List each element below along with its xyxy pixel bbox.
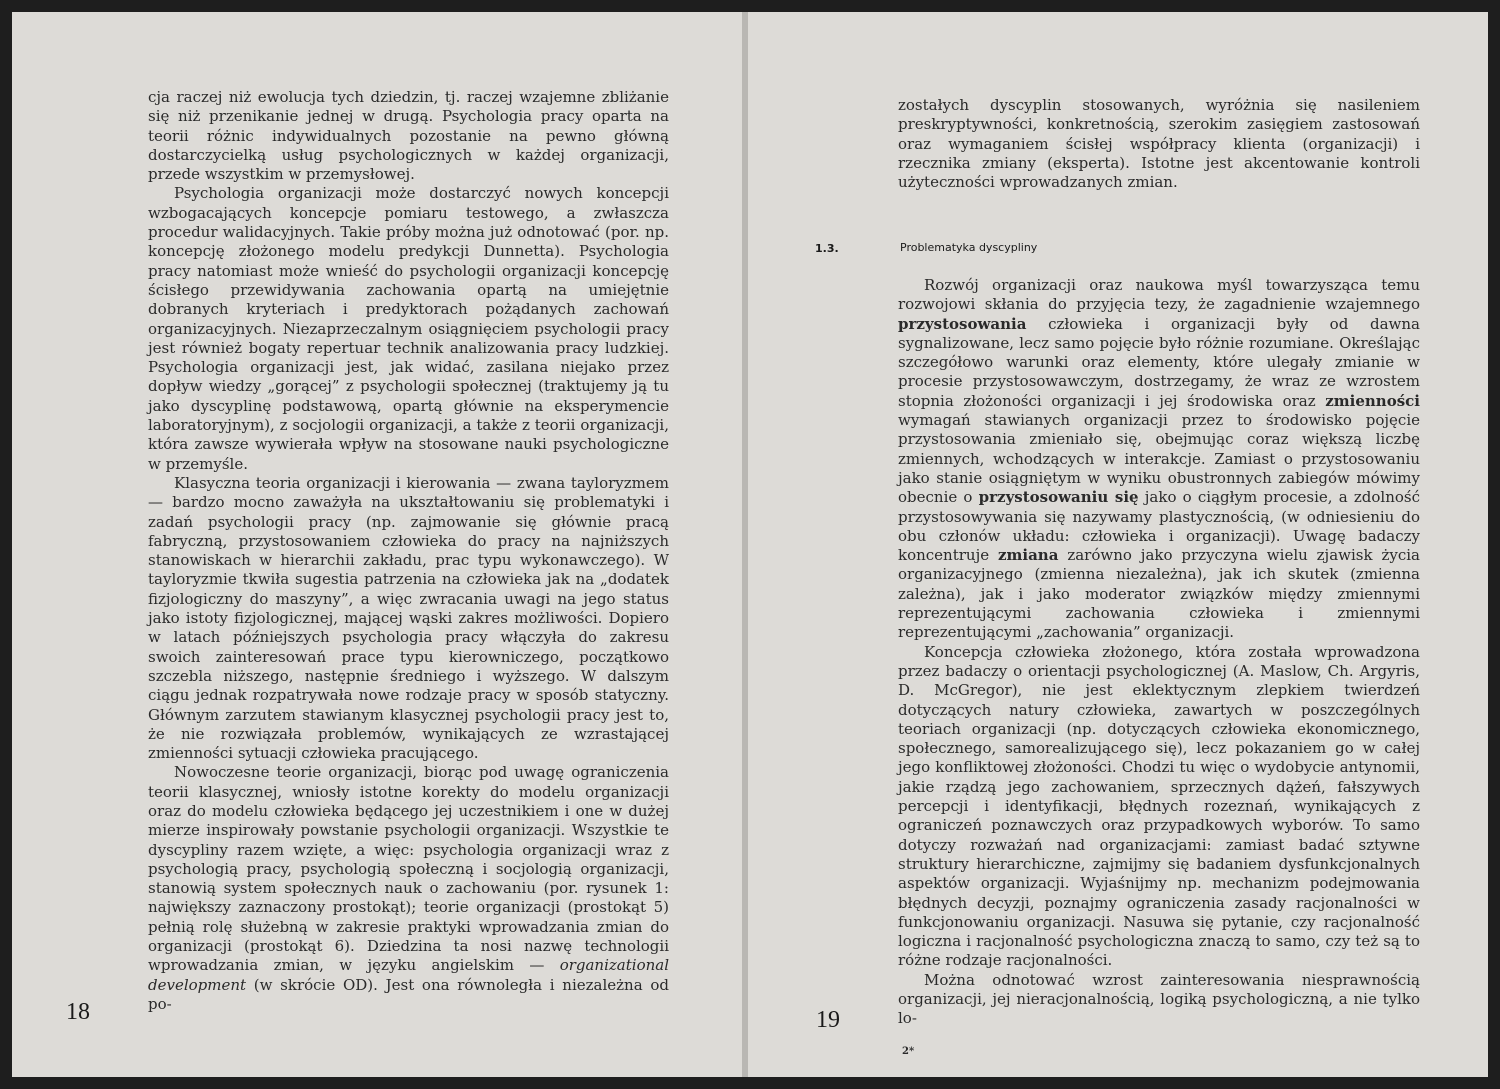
term-zmiennosci: zmienności [1325, 391, 1420, 410]
right-p1-part-c: człowieka i organizacji były od dawna sygnalizowane, lecz samo pojęcie było różnie rozumiane. Określając szczegółowo warunki oraz elementy, które ulegały zmianie w procesie przystosowawczym, dostrzegamy, że wraz ze wzrostem stopnia złożoności organizacji i jej środowiska oraz [898, 314, 1420, 410]
right-paragraph-1 [898, 276, 1420, 643]
left-text-column [148, 88, 669, 1014]
left-paragraph-3: Klasyczna teoria organizacji i kierowania — zwana tayloryzmem — bardzo mocno zaważyła na ukształtowaniu się problematyki i zadań psychologii pracy (np. zajmowanie się głównie pracą fabryczną, przystosowaniem człowieka do pracy na najniższych stanowiskach w hierarchii zakładu, prac typu wykonawczego). W tayloryzmie tkwiła sugestia patrzenia na człowieka jak na „dodatek fizjologiczny do maszyny”, a więc zwracania uwagi na jego status jako istoty fizjologicznej, mającej wąski zakres możliwości. Dopiero w latach późniejszych psychologia pracy włączyła do zakresu swoich zainteresowań prace typu kierowniczego, początkowo szczebla niższego, następnie średniego i wyższego. W dalszym ciągu jednak rozpatrywała nowe rodzaje pracy w sposób statyczny. Głównym zarzutem stawianym klasycznej psychologii pracy jest to, że nie rozwiązała problemów, wynikających ze wzrastającej zmienności sytuacji człowieka pracującego. [148, 473, 669, 763]
right-p1-part-d: wymagań stawianych organizacji przez to środowisko pojęcie przystosowania zmieniało się, obejmując coraz większą liczbę zmiennych, wchodzących w interakcje. Zamiast o przystosowaniu jako stanie osiągniętym w wyniku obustronnych zabiegów mówimy obecnie o [898, 411, 1420, 507]
left-page [12, 12, 742, 1077]
left-paragraph-4 [148, 763, 669, 1014]
signature-mark: 2* [902, 1046, 915, 1057]
left-paragraph-1: cja raczej niż ewolucja tych dziedzin, tj. raczej wzajemne zbliżanie się niż przenikanie jednej w drugą. Psychologia pracy oparta na teorii różnic indywidualnych pozostanie na pewno główną dostarczycielką usług psychologicznych w każdej organizacji, przede wszystkim w przemysłowej. [148, 88, 669, 184]
term-przystosowaniu-sie: przystosowaniu się [978, 488, 1139, 507]
page-number-right: 19 [816, 1007, 840, 1033]
left-paragraph-4-italic-term: organizational development [148, 956, 669, 994]
term-zmiana: zmiana [998, 546, 1059, 565]
section-title: Problematyka dyscypliny [900, 241, 1038, 254]
term-przystosowania: przystosowania [898, 314, 1027, 333]
right-p1-part-a: Rozwój organizacji oraz naukowa myśl towarzysząca temu rozwojowi skłania do przyjęcia tezy, że zagadnienie wzajemnego [898, 276, 1420, 314]
right-body-column [898, 276, 1420, 1029]
left-paragraph-2: Psychologia organizacji może dostarczyć nowych koncepcji wzbogacających koncepcje pomiaru testowego, a zwłaszcza procedur walidacyjnych. Takie próby można już odnotować (por. np. koncepcję złożonego modelu predykcji Dunnetta). Psychologia pracy natomiast może wnieść do psychologii organizacji koncepcję ścisłego przewidywania zachowania opartą na umiejętnie dobranych kryteriach i predyktorach pożądanych zachowań organizacyjnych. Niezaprzeczalnym osiągnięciem psychologii pracy jest również bogaty repertuar technik analizowania pracy ludzkiej. Psychologia organizacji jest, jak widać, zasilana niejako przez dopływ wiedzy „gorącej” z psychologii społecznej (traktujemy ją tu jako dyscyplinę podstawową, opartą głównie na eksperymencie laboratoryjnym), z socjologii organizacji, a także z teorii organizacji, która zawsze wywierała wpływ na stosowane nauki psychologiczne w przemyśle. [148, 184, 669, 473]
right-paragraph-3: Można odnotować wzrost zainteresowania niesprawnością organizacji, jej nieracjonalnością, logiką psychologiczną, a nie tylko lo- [898, 970, 1420, 1028]
left-paragraph-4-tail: (w skrócie OD). Jest ona równoległa i niezależna od po- [148, 975, 669, 1013]
right-top-column [898, 96, 1420, 192]
right-p1-part-f: zarówno jako przyczyna wielu zjawisk życia organizacyjnego (zmienna niezależna), jak ich skutek (zmienna zależna), jak i jako moderator związków między zmiennymi reprezentującymi zachowania człowieka i zmiennymi reprezentującymi „zachowania” organizacji. [898, 546, 1420, 642]
right-p1-part-e: jako o ciągłym procesie, a zdolność przystosowywania się nazywamy plastycznością, (w odniesieniu do obu członów układu: człowieka i organizacji). Uwagę badaczy koncentruje [898, 488, 1420, 565]
right-top-paragraph: zostałych dyscyplin stosowanych, wyróżnia się nasileniem preskryptywności, konkretnością, szerokim zasięgiem zastosowań oraz wymaganiem ścisłej współpracy klienta (organizacji) i rzecznika zmiany (eksperta). Istotne jest akcentowanie kontroli użyteczności wprowadzanych zmian. [898, 96, 1420, 192]
right-paragraph-2: Koncepcja człowieka złożonego, która została wprowadzona przez badaczy o orientacji psychologicznej (A. Maslow, Ch. Argyris, D. McGregor), nie jest eklektycznym zlepkiem twierdzeń dotyczących natury człowieka, zawartych w poszczególnych teoriach organizacji (np. dotyczących człowieka ekonomicznego, społecznego, samorealizującego się), lecz pokazaniem go w całej jego konfliktowej złożoności. Chodzi tu więc o wydobycie antynomii, jakie rządzą jego zachowaniem, sprzecznych dążeń, fałszywych percepcji i identyfikacji, błędnych rozeznań, wynikających z ograniczeń poznawczych oraz przypadkowych wyborów. To samo dotyczy rozważań nad organizacjami: zamiast badać sztywne struktury hierarchiczne, zajmijmy się badaniem dysfunkcjonalnych aspektów organizacji. Wyjaśnijmy np. mechanizm podejmowania błędnych decyzji, poznajmy ograniczenia zasady racjonalności w funkcjonowaniu organizacji. Nasuwa się pytanie, czy racjonalność logiczna i racjonalność psychologiczna znaczą to samo, czy też są to różne rodzaje racjonalności. [898, 642, 1420, 970]
right-page [748, 12, 1488, 1077]
left-paragraph-4-text: Nowoczesne teorie organizacji, biorąc pod uwagę ograniczenia teorii klasycznej, wniosły istotne korekty do modelu organizacji oraz do modelu człowieka będącego jej uczestnikiem i one w dużej mierze inspirowały powstanie psychologii organizacji. Wszystkie te dyscypliny razem wzięte, a więc: psychologia organizacji wraz z psychologią pracy, psychologią społeczną i socjologią organizacji, stanowią system społecznych nauk o zachowaniu (por. rysunek 1: największy zaznaczony prostokąt); teorie organizacji (prostokąt 5) pełnią rolę służebną w zakresie praktyki wprowadzania zmian do organizacji (prostokąt 6). Dziedzina ta nosi nazwę technologii wprowadzania zmian, w języku angielskim — [148, 763, 669, 975]
page-number-left: 18 [66, 999, 90, 1025]
section-number: 1.3. [815, 242, 839, 255]
